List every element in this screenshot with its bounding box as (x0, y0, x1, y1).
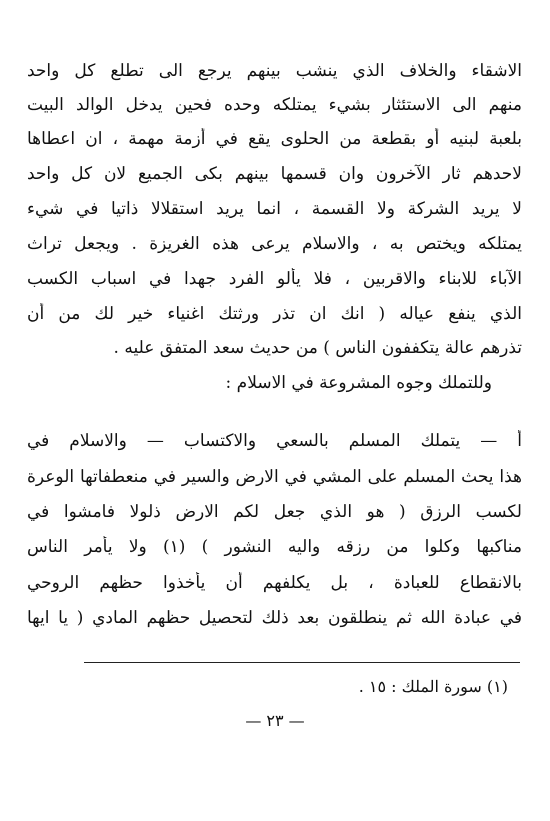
body-line-4: لاحدهم ثار الآخرون وان قسمها بينهم بكى الجميع لان كل واحد (27, 164, 522, 184)
body-line-15: بالانقطاع للعبادة ، بل يكلفهم أن يأخذوا حظهم الروحي (27, 573, 522, 593)
body-line-6: يمتلكه ويختص به ، والاسلام يرعى هذه الغريزة . ويجعل تراث (27, 234, 522, 254)
body-line-5: لا يريد الشركة ولا القسمة ، انما يريد استقلالا ذاتيا في شيء (27, 199, 522, 219)
body-line-16: في عبادة الله ثم ينطلقون بعد ذلك لتحصيل حظهم المادي ( يا ايها (27, 608, 522, 628)
body-line-1: الاشقاء والخلاف الذي ينشب بينهم يرجع الى تطلع كل واحد (27, 61, 522, 81)
body-line-8: الذي ينفع عياله ( انك ان تذر ورثتك اغنياء خير لك من أن (27, 304, 522, 324)
body-line-12: هذا يحث المسلم على المشي في الارض والسير في منعطفاتها الوعرة (27, 467, 522, 487)
body-line-14: مناكبها وكلوا من رزقه واليه النشور ) (١) ولا يأمر الناس (27, 537, 522, 557)
footnote: (١) سورة الملك : ١٥ . (358, 677, 508, 696)
body-line-2: منهم الى الاستئثار بشيء يمتلكه وحده فحين يدخل الوالد البيت (27, 95, 522, 115)
footnote-divider (84, 662, 520, 663)
body-line-7: الآباء للابناء والاقربين ، فلا يألو الفرد جهدا في اسباب الكسب (27, 269, 522, 289)
body-line-11: أ — يتملك المسلم بالسعي والاكتساب — والاسلام في (27, 431, 522, 451)
body-line-10: وللتملك وجوه المشروعة في الاسلام : (225, 373, 492, 393)
body-line-3: بلعبة لبنيه أو بقطعة من الحلوى يقع في أزمة مهمة ، ان اعطاها (27, 129, 522, 149)
body-line-9: تذرهم عالة يتكففون الناس ) من حديث سعد المتفق عليه . (113, 338, 522, 358)
body-line-13: لكسب الرزق ( هو الذي جعل لكم الارض ذلولا فامشوا في (27, 502, 522, 522)
page-number: — ٢٣ — (245, 711, 305, 730)
